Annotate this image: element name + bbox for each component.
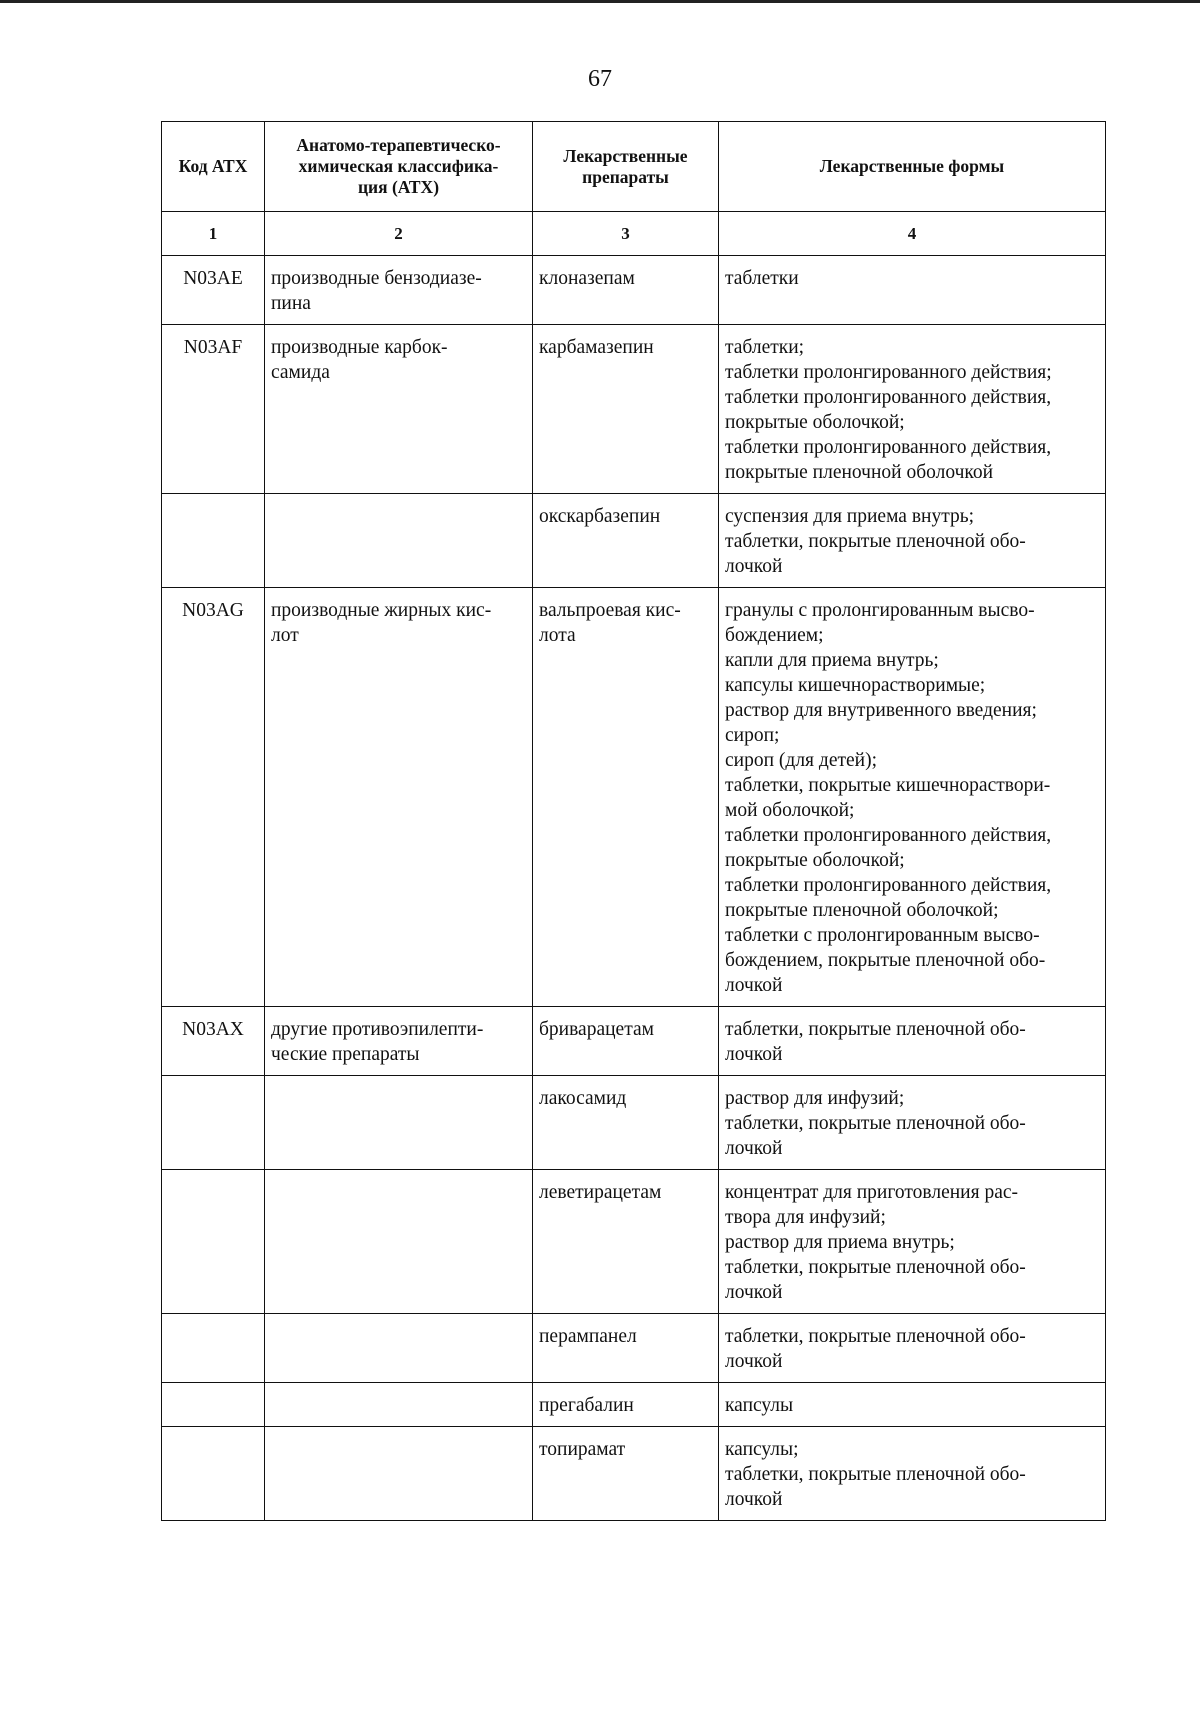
atc-code-cell	[162, 1427, 265, 1521]
dosage-forms-cell: концентрат для приготовления рас- твора для инфузий; раствор для приема внутрь; таблетки, покрытые пленочной обо- лочкой	[719, 1170, 1106, 1314]
drug-cell: прегабалин	[533, 1383, 719, 1427]
atc-code-cell	[162, 494, 265, 588]
dosage-forms-cell: таблетки	[719, 256, 1106, 325]
atc-code-cell	[162, 1076, 265, 1170]
dosage-forms-cell: таблетки, покрытые пленочной обо- лочкой	[719, 1007, 1106, 1076]
atc-code-cell	[162, 1314, 265, 1383]
dosage-forms-cell: гранулы с пролонгированным высво- бождением; капли для приема внутрь; капсулы кишечнорастворимые; раствор для внутривенного введения; сироп; сироп (для детей); таблетки, покрытые кишечнораствори- мой оболочкой; таблетки пролонгированного действия, покрытые оболочкой; таблетки пролонгированного действия, покрытые пленочной оболочкой; таблетки с пролонгированным высво- бождением, покрытые пленочной обо- лочкой	[719, 588, 1106, 1007]
column-number: 4	[719, 212, 1106, 256]
drug-cell: лакосамид	[533, 1076, 719, 1170]
dosage-forms-cell: таблетки, покрытые пленочной обо- лочкой	[719, 1314, 1106, 1383]
dosage-forms-cell: капсулы	[719, 1383, 1106, 1427]
drug-cell: леветирацетам	[533, 1170, 719, 1314]
classification-cell	[265, 494, 533, 588]
drug-cell: клоназепам	[533, 256, 719, 325]
classification-cell	[265, 1383, 533, 1427]
table-row	[162, 1383, 1106, 1427]
table-row	[162, 588, 1106, 1007]
atc-code-cell: N03AX	[162, 1007, 265, 1076]
table-header-row	[162, 122, 1106, 212]
top-border-line	[0, 0, 1200, 3]
classification-cell: другие противоэпилепти- ческие препараты	[265, 1007, 533, 1076]
dosage-forms-cell: раствор для инфузий; таблетки, покрытые пленочной обо- лочкой	[719, 1076, 1106, 1170]
column-number-row	[162, 212, 1106, 256]
header-atc-code: Код АТХ	[162, 122, 265, 212]
atc-code-cell: N03AF	[162, 325, 265, 494]
drug-cell: топирамат	[533, 1427, 719, 1521]
dosage-forms-cell: капсулы; таблетки, покрытые пленочной обо- лочкой	[719, 1427, 1106, 1521]
classification-cell: производные карбок- самида	[265, 325, 533, 494]
table-row	[162, 1427, 1106, 1521]
table-row	[162, 1170, 1106, 1314]
classification-cell	[265, 1170, 533, 1314]
drug-cell: окскарбазепин	[533, 494, 719, 588]
atc-drug-table	[161, 121, 1106, 1521]
page-number: 67	[588, 66, 612, 92]
column-number: 2	[265, 212, 533, 256]
table-row	[162, 494, 1106, 588]
table-row	[162, 1076, 1106, 1170]
classification-cell	[265, 1314, 533, 1383]
column-number: 3	[533, 212, 719, 256]
drug-cell: бриварацетам	[533, 1007, 719, 1076]
dosage-forms-cell: суспензия для приема внутрь; таблетки, покрытые пленочной обо- лочкой	[719, 494, 1106, 588]
dosage-forms-cell: таблетки; таблетки пролонгированного действия; таблетки пролонгированного действия, покрытые оболочкой; таблетки пролонгированного действия, покрытые пленочной оболочкой	[719, 325, 1106, 494]
classification-cell: производные бензодиазе- пина	[265, 256, 533, 325]
table-row	[162, 1007, 1106, 1076]
drug-cell: карбамазепин	[533, 325, 719, 494]
classification-cell	[265, 1427, 533, 1521]
atc-code-cell	[162, 1383, 265, 1427]
classification-cell: производные жирных кис- лот	[265, 588, 533, 1007]
atc-code-cell: N03AG	[162, 588, 265, 1007]
table-row	[162, 325, 1106, 494]
drug-cell: вальпроевая кис- лота	[533, 588, 719, 1007]
atc-code-cell: N03AE	[162, 256, 265, 325]
header-atc-classification: Анатомо-терапевтическо- химическая классифика- ция (АТХ)	[265, 122, 533, 212]
column-number: 1	[162, 212, 265, 256]
drug-cell: перампанел	[533, 1314, 719, 1383]
table-row	[162, 1314, 1106, 1383]
header-dosage-forms: Лекарственные формы	[719, 122, 1106, 212]
atc-code-cell	[162, 1170, 265, 1314]
table-row	[162, 256, 1106, 325]
header-drugs: Лекарственные препараты	[533, 122, 719, 212]
classification-cell	[265, 1076, 533, 1170]
